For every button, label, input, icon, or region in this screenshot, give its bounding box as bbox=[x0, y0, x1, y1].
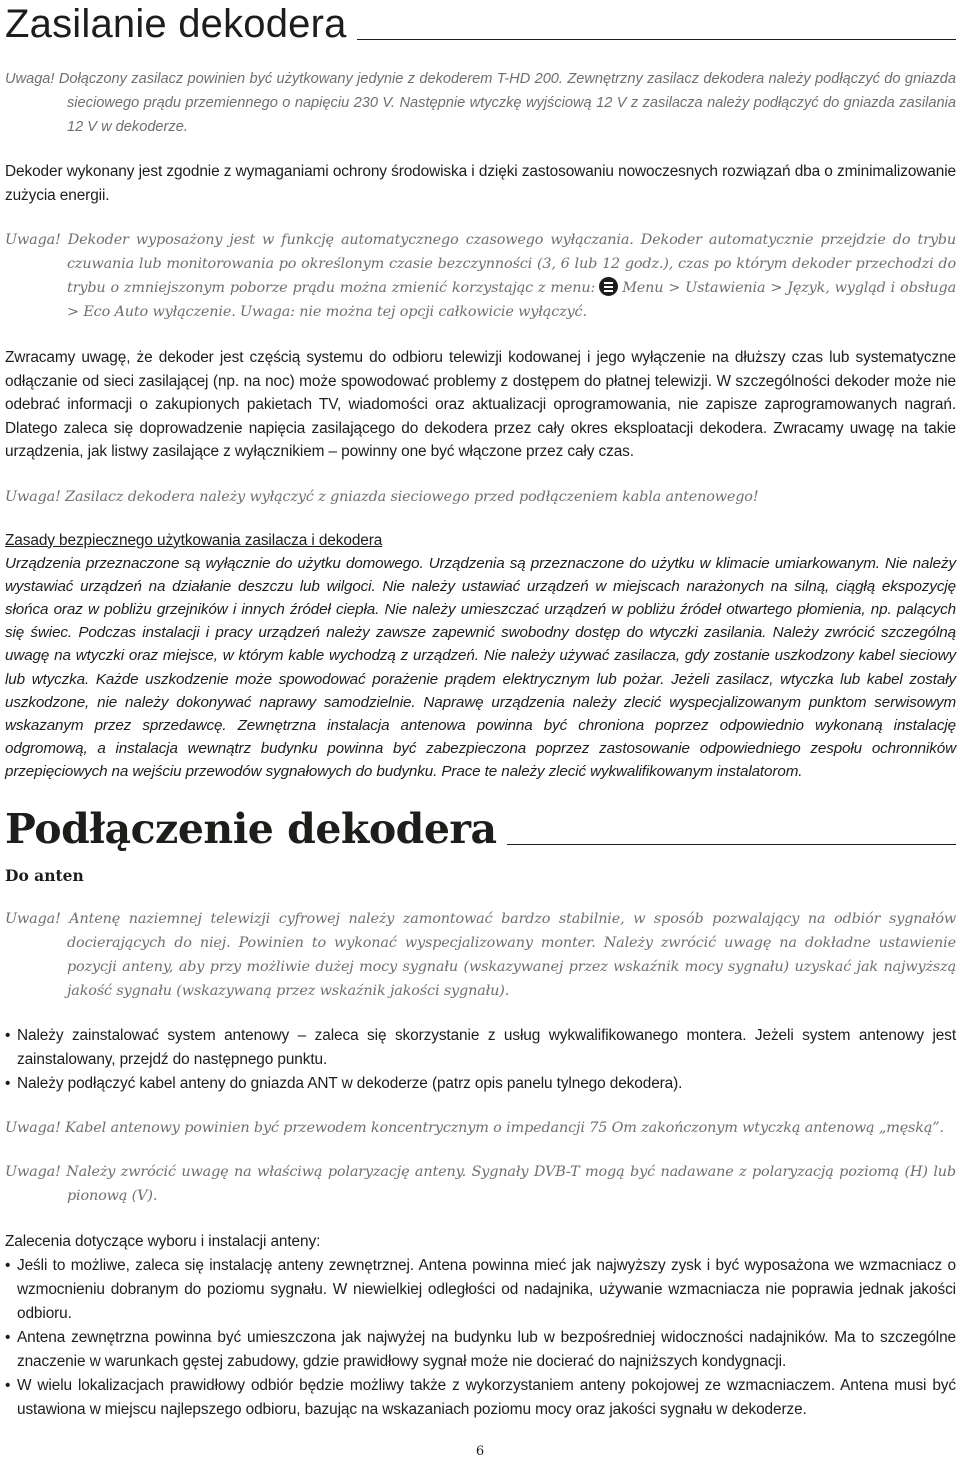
safety-heading: Zasady bezpiecznego użytkowania zasilacza i dekodera bbox=[5, 531, 383, 549]
page-number: 6 bbox=[475, 1444, 485, 1459]
note-auto-off-text: Uwaga! Dekoder wyposażony jest w funkcję automatycznego czasowego wyłączania. Dekoder automatycznie przejdzie do trybu czuwania lub monitorowania po określonym czasie bezczynności (3, 6 lub 12 godz.), czas po którym dekoder przechodzi do trybu o zmniejszonym poborze prądu można zmienić korzystając z menu: bbox=[5, 231, 956, 297]
subheading-antennas: Do anten bbox=[5, 865, 84, 885]
note-auto-off bbox=[5, 228, 956, 325]
para-environment: Dekoder wykonany jest zgodnie z wymaganiami ochrony środowiska i dzięki zastosowaniu nowoczesnych rozwiązań dba o zminimalizowanie zużycia energii. bbox=[5, 162, 956, 204]
list-item: • Antena zewnętrzna powinna być umieszczona jak najwyżej na budynku lub w bezpośredniej widoczności nadajników. Ma to szczególne znaczenie w warunkach gęstej zabudowy, gdzie prawidłowy sygnał może nie docierać do najniższych kondygnacji. bbox=[5, 1329, 956, 1371]
menu-list-icon bbox=[599, 277, 618, 296]
title-rule bbox=[357, 39, 956, 40]
list-item: • Jeśli to możliwe, zaleca się instalację anteny zewnętrznej. Antena powinna mieć jak najwyższy zysk i być wyposażona we wzmacniacz o wzmocnieniu dobranym do poziomu sygnału. W niewielkiej odległości od nadajnika, używanie wzmacniacza nie poprawia jednak jakości odbioru. bbox=[5, 1257, 956, 1323]
note-power-supply: Uwaga! Dołączony zasilacz powinien być użytkowany jedynie z dekoderem T-HD 200. Zewnętrzny zasilacz dekodera należy podłączyć do gniazda sieciowego prądu przemiennego o napięciu 230 V. Następnie wtyczkę wyjściową 12 V z zasilacza należy podłączyć do gniazda zasilania 12 V w dekoderze. bbox=[5, 71, 956, 136]
note-auto-off-path: Menu > Ustawienia > Język, wygląd i obsługa > Eco Auto wyłączenie. Uwaga: nie można tej opcji całkowicie wyłączyć. bbox=[67, 280, 956, 321]
recommendations-heading: Zalecenia dotyczące wyboru i instalacji anteny: bbox=[5, 1233, 321, 1251]
recommendations-list bbox=[5, 1254, 956, 1422]
list-item: • Należy podłączyć kabel anteny do gniazda ANT w dekoderze (patrz opis panelu tylnego dekodera). bbox=[5, 1074, 683, 1092]
note-coax-cable: Uwaga! Kabel antenowy powinien być przewodem koncentrycznym o impedancji 75 Om zakończonym wtyczką antenową „męską”. bbox=[5, 1119, 944, 1136]
list-item: • Należy zainstalować system antenowy – zaleca się skorzystanie z usług wykwalifikowanego montera. Jeżeli system antenowy jest zainstalowany, przejdź do następnego punktu. bbox=[5, 1026, 956, 1068]
note-unplug: Uwaga! Zasilacz dekodera należy wyłączyć z gniazda sieciowego przed podłączeniem kabla antenowego! bbox=[5, 489, 759, 506]
note-polarization: Uwaga! Należy zwrócić uwagę na właściwą polaryzację anteny. Sygnały DVB-T mogą być nadawane z polaryzacją poziomą (H) lub pionową (V). bbox=[5, 1163, 956, 1204]
note-antenna-mount: Uwaga! Antenę naziemnej telewizji cyfrowej należy zamontować bardzo stabilnie, w sposób pozwalający na odbiór sygnałów docierających do niej. Powinien to wykonać wyspecjalizowany monter. Należy zwrócić uwagę na dokładne ustawienie pozycji anteny, aby przy możliwie dużej mocy sygnału (wskazywanej przez wskaźnik mocy sygnału) uzyskać jak najwyższą jakość sygnału (wskazywaną przez wskaźnik jakości sygnału). bbox=[5, 910, 956, 1000]
section-title-connection bbox=[5, 806, 956, 852]
section-title: Podłączenie dekodera bbox=[5, 804, 497, 853]
section-title-power bbox=[5, 1, 956, 47]
safety-text: Urządzenia przeznaczone są wyłącznie do użytku domowego. Urządzenia są przeznaczone do użytku w klimacie umiarkowanym. Nie należy wystawiać urządzeń na działanie deszczu lub wilgoci. Nie należy ustawiać urządzeń w miejscach narażonych na silną, ciągłą ekspozycję słońca oraz w pobliżu grzejników i innych źródeł ciepła. Nie należy umieszczać urządzeń w pobliżu źródeł otwartego płomienia, np. palących się świec. Podczas instalacji i pracy urządzeń należy zawsze zapewnić swobodny dostęp do wtyczki zasilania. Należy zwrócić szczególną uwagę na wtyczki oraz miejsce, w którym kable wychodzą z urządzeń. Nie należy używać zasilacza, gdy zostanie uszkodzony kabel sieciowy lub wtyczka. Każde uszkodzenie może spowodować porażenie prądem elektrycznym lub pożar. Jeżeli zasilacz, wtyczka lub kabel zostały uszkodzone, nie należy dokonywać naprawy samodzielnie. Naprawę urządzenia należy zlecić wyspecjalizowanym punktom serwisowym wskazanym przez sprzedawcę. Zewnętrzna instalacja antenowa powinna być chroniona poprzez odpowiednio wykonaną instalację odgromową, a instalacja wewnątrz budynku powinna być zabezpieczona poprzez zastosowanie odpowiedniego zespołu ochronników przepięciowych na wejściu przewodów sygnałowych do budynku. Prace te należy zlecić wykwalifikowanym instalatorom. bbox=[5, 554, 956, 781]
title-rule bbox=[507, 844, 956, 845]
antenna-steps-list bbox=[5, 1024, 956, 1096]
para-decoder-power: Zwracamy uwagę, że dekoder jest częścią systemu do odbioru telewizji kodowanej i jego wyłączenie na dłuższy czas lub systematyczne odłączanie od sieci zasilającej (np. na noc) może spowodować problemy z dostępem do płatnej telewizji. W szczególności dekoder może nie odebrać informacji o zakupionych pakietach TV, wiadomości oraz aktualizacji oprogramowania, nie zapisze zaprogramowanych nagrań. Dlatego zaleca się doprowadzenie napięcia zasilającego do dekodera przez cały okres eksploatacji dekodera. Zwracamy uwagę na takie urządzenia, jak listwy zasilające z wyłącznikiem – powinny one być włączone przez cały czas. bbox=[5, 349, 956, 461]
manual-page bbox=[0, 1, 960, 1462]
page-title: Zasilanie dekodera bbox=[5, 2, 347, 46]
list-item: • W wielu lokalizacjach prawidłowy odbiór będzie możliwy także z wykorzystaniem anteny pokojowej ze wzmacniaczem. Antena musi być ustawiona w miejscu najlepszego odbioru, bazując na wskazaniach poziomu mocy oraz jakości sygnału w dekoderze. bbox=[5, 1377, 956, 1419]
